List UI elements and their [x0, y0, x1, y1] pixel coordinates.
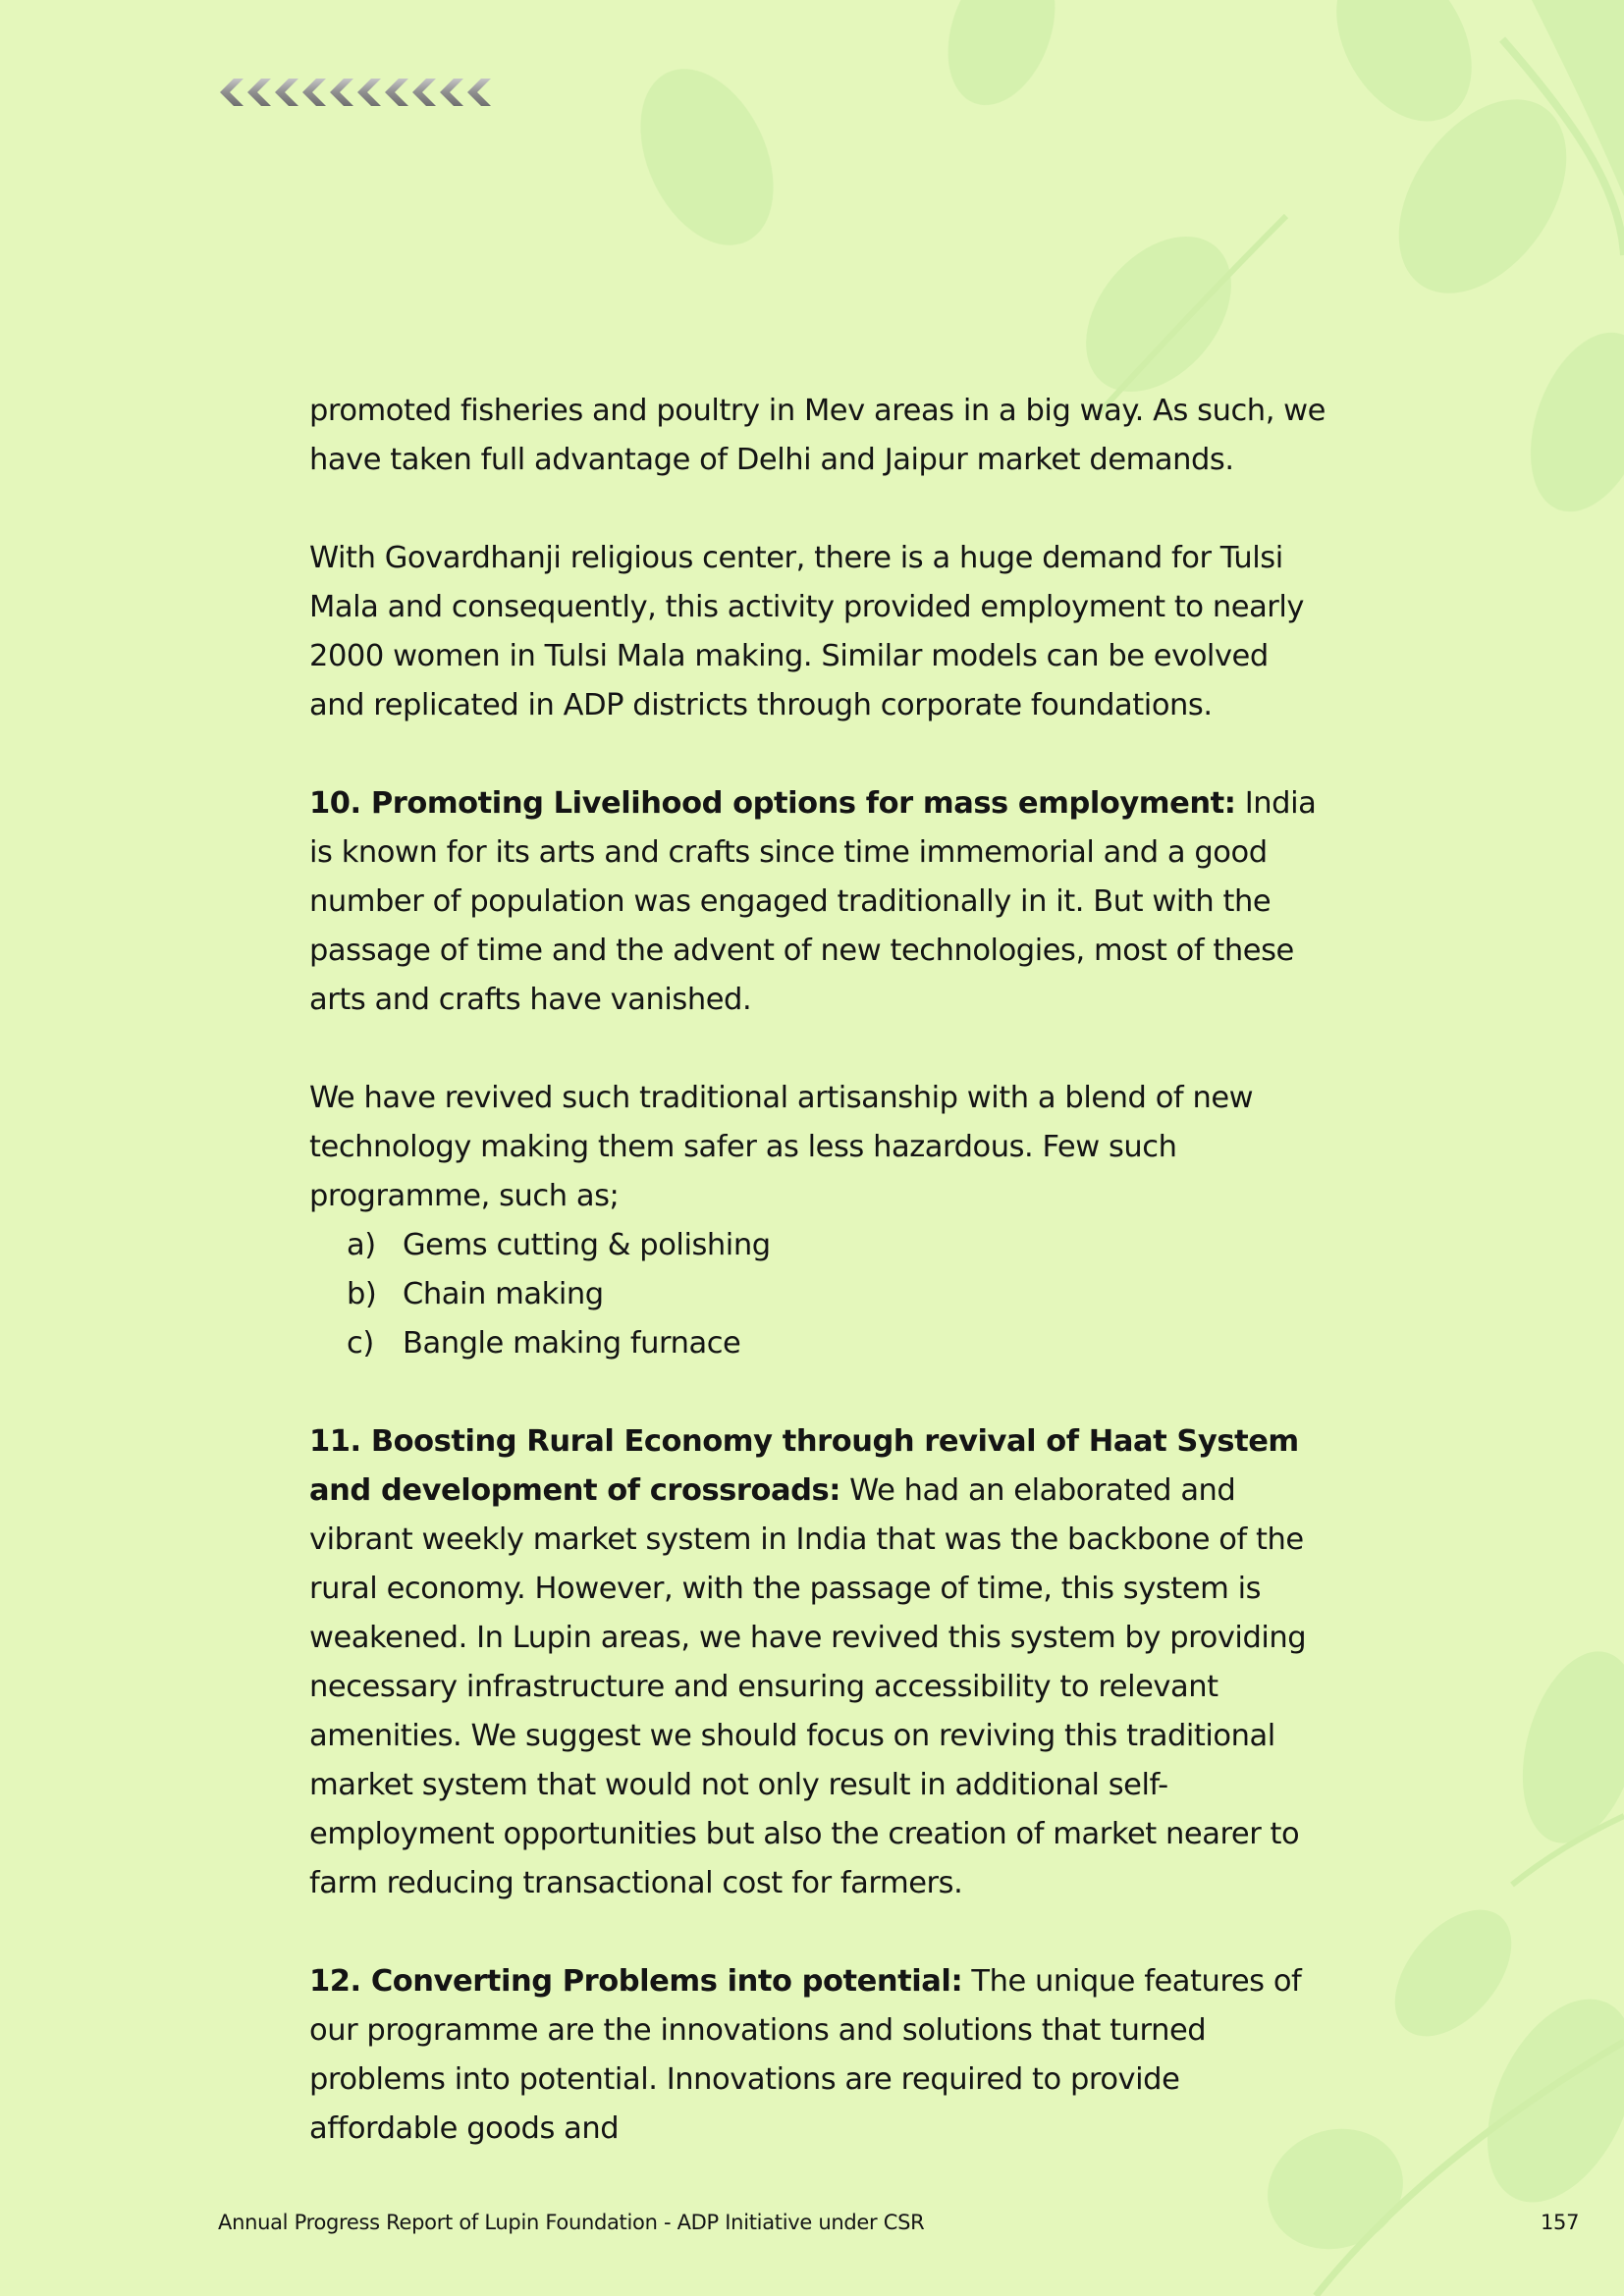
list-marker: a)	[347, 1228, 376, 1262]
section-10-heading: 10. Promoting Livelihood options for mass employment:	[309, 786, 1236, 821]
section-11-body: We had an elaborated and vibrant weekly market system in India that was the backbone of the rural economy. However, with the passage of time, this system is weakened. In Lupin areas, we have revived this system by providing necessary infrastructure and ensuring accessibility to relevant amenities. We suggest we should focus on reviving this traditional market system that would not only result in additional self-employment opportunities but also the creation of market nearer to farm reducing transactional cost for farmers.	[309, 1473, 1307, 1900]
page-number: 157	[1541, 2211, 1580, 2234]
list-marker: b)	[347, 1277, 377, 1311]
list-item-text: Gems cutting & polishing	[403, 1228, 771, 1262]
list-item-text: Bangle making furnace	[403, 1326, 741, 1361]
double-chevron-left-decoration	[218, 75, 503, 110]
section-12-body: The unique features of our programme are the innovations and solutions that turned problems into potential. Innovations are required to provide affordable goods and	[309, 1964, 1302, 2146]
list-item	[309, 1270, 1330, 1319]
list-item-text: Chain making	[403, 1277, 604, 1311]
section-11-heading: 11. Boosting Rural Economy through revival of Haat System and development of crossroads:	[309, 1424, 1299, 1508]
section-10	[309, 779, 1330, 1025]
paragraph-artisanship: We have revived such traditional artisanship with a blend of new technology making them safer as less hazardous. Few such programme, such as;	[309, 1081, 1254, 1213]
section-11	[309, 1417, 1330, 1908]
section-12-heading: 12. Converting Problems into potential:	[309, 1964, 963, 1999]
footer-title: Annual Progress Report of Lupin Foundation - ADP Initiative under CSR	[218, 2211, 925, 2234]
paragraph-fisheries: promoted fisheries and poultry in Mev areas in a big way. As such, we have taken full advantage of Delhi and Jaipur market demands.	[309, 394, 1326, 477]
paragraph-tulsi-mala: With Govardhanji religious center, there is a huge demand for Tulsi Mala and consequently, this activity provided employment to nearly 2000 women in Tulsi Mala making. Similar models can be evolved and replicated in ADP districts through corporate foundations.	[309, 541, 1305, 722]
programme-list	[309, 1221, 1330, 1368]
body-text	[309, 387, 1330, 2154]
list-item	[309, 1319, 1330, 1368]
section-12	[309, 1957, 1330, 2154]
list-item	[309, 1221, 1330, 1270]
list-marker: c)	[347, 1326, 374, 1361]
section-10-body: India is known for its arts and crafts since time immemorial and a good number of population was engaged traditionally in it. But with the passage of time and the advent of new technologies, most of these arts and crafts have vanished.	[309, 786, 1317, 1017]
